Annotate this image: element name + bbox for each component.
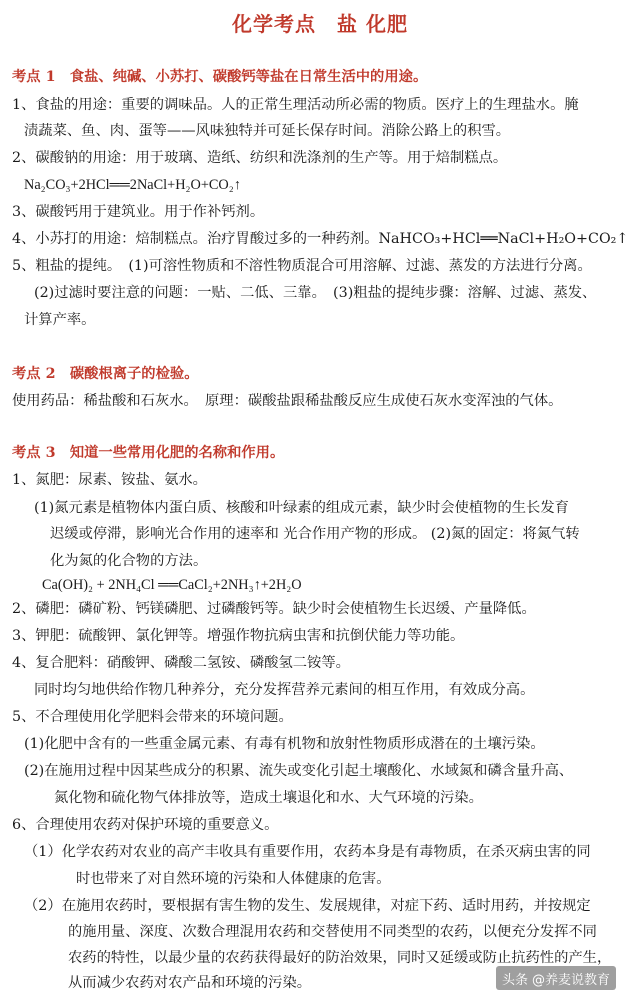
page-title: 化学考点 盐 化肥 [232, 12, 408, 36]
chemical-equation: Na₂CO₃+2HCl══2NaCl+H₂O+CO₂↑ [24, 177, 241, 193]
text-line: 化为氮的化合物的方法。 [50, 553, 208, 569]
text-line: 2、磷肥：磷矿粉、钙镁磷肥、过磷酸钙等。缺少时会使植物生长迟缓、产量降低。 [12, 601, 536, 617]
text-line: 从而减少农药对农产品和环境的污染。 [68, 975, 312, 991]
text-line: 3、钾肥：硫酸钾、氯化钾等。增强作物抗病虫害和抗倒伏能力等功能。 [12, 628, 465, 644]
watermark [496, 966, 616, 990]
text-line: (2)过滤时要注意的问题：一贴、二低、三靠。 (3)粗盐的提纯步骤：溶解、过滤、蒸发、 [34, 285, 597, 301]
text-line: (2)在施用过程中因某些成分的积累、流失或变化引起土壤酸化、水域氮和磷含量升高、 [24, 763, 574, 779]
text-line: 2、碳酸钠的用途：用于玻璃、造纸、纺织和洗涤剂的生产等。用于焙制糕点。 [12, 150, 508, 166]
watermark-account: @养麦说教育 [532, 972, 611, 988]
text-line: 农药的特性，以最少量的农药获得最好的防治效果，同时又延缓或防止抗药性的产生， [68, 950, 612, 966]
text-line: 5、粗盐的提纯。 (1)可溶性物质和不溶性物质混合可用溶解、过滤、蒸发的方法进行分离。 [12, 258, 592, 274]
text-line: 同时均匀地供给作物几种养分，充分发挥营养元素间的相互作用，有效成分高。 [34, 682, 535, 698]
text-line: 5、不合理使用化学肥料会带来的环境问题。 [12, 709, 293, 725]
section-heading-3: 考点 3 知道一些常用化肥的名称和作用。 [12, 445, 285, 461]
text-line: 渍蔬菜、鱼、肉、蛋等——风味独特并可延长保存时间。消除公路上的积雪。 [24, 123, 511, 139]
text-line: 4、小苏打的用途：焙制糕点。治疗胃酸过多的一种药剂。NaHCO₃+HCl══NaCl+H₂O+CO₂↑ [12, 231, 629, 247]
text-line: 1、食盐的用途：重要的调味品。人的正常生理活动所必需的物质。医疗上的生理盐水。腌 [12, 97, 579, 113]
text-line: (1)化肥中含有的一些重金属元素、有毒有机物和放射性物质形成潜在的土壤污染。 [24, 736, 545, 752]
section-heading-1: 考点 1 食盐、纯碱、小苏打、碳酸钙等盐在日常生活中的用途。 [12, 69, 428, 85]
section-heading-2: 考点 2 碳酸根离子的检验。 [12, 366, 199, 382]
text-line: (1)氮元素是植物体内蛋白质、核酸和叶绿素的组成元素，缺少时会使植物的生长发育 [34, 500, 569, 516]
text-line: 计算产率。 [24, 312, 96, 328]
text-line: 1、氮肥：尿素、铵盐、氨水。 [12, 472, 207, 488]
watermark-platform: 头条 [502, 972, 529, 988]
text-line: 迟缓或停滞，影响光合作用的速率和 光合作用产物的形成。 (2)氮的固定：将氮气转 [50, 526, 580, 542]
chemical-equation: Ca(OH)₂ + 2NH₄Cl ══CaCl₂+2NH₃↑+2H₂O [42, 577, 302, 593]
text-line: 6、合理使用农药对保护环境的重要意义。 [12, 817, 279, 833]
text-line: （2）在施用农药时，要根据有害生物的发生、发展规律，对症下药、适时用药，并按规定 [24, 898, 591, 914]
text-line: 时也带来了对自然环境的污染和人体健康的危害。 [76, 871, 391, 887]
text-line: 4、复合肥料：硝酸钾、磷酸二氢铵、磷酸氢二铵等。 [12, 655, 350, 671]
text-line: 使用药品：稀盐酸和石灰水。 原理：碳酸盐跟稀盐酸反应生成使石灰水变浑浊的气体。 [12, 393, 563, 409]
text-line: 的施用量、深度、次数合理混用农药和交替使用不同类型的农药，以便充分发挥不同 [68, 924, 597, 940]
text-line: 氮化物和硫化物气体排放等，造成土壤退化和水、大气环境的污染。 [54, 790, 483, 806]
text-line: 3、碳酸钙用于建筑业。用于作补钙剂。 [12, 204, 265, 220]
text-line: （1）化学农药对农业的高产丰收具有重要作用，农药本身是有毒物质，在杀灭病虫害的同 [24, 844, 591, 860]
